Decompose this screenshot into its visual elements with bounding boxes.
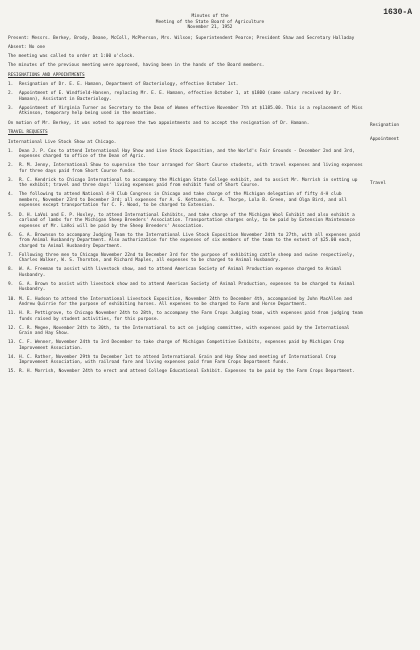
item-number: 6. bbox=[8, 232, 14, 238]
list-item bbox=[8, 106, 363, 117]
item-text: M. E. Hudson to attend the International Livestock Exposition, November 24th to December 4th, accompanied by John MacAllen and Andrew Quirrie for the purpose of exhibiting horses. All expenses to be charged to Farm and Horse Department. bbox=[19, 296, 353, 307]
list-item bbox=[8, 233, 363, 250]
list-item bbox=[8, 213, 363, 230]
item-number: 3. bbox=[8, 105, 14, 111]
item-text: C. R. Megee, November 24th to 30th, to the International to act on judging committee, with expenses paid by the International Grain and Hay Show. bbox=[19, 325, 350, 337]
item-text: H. R. Pettigrove, to Chicago November 24th to 28th, to accompany the Farm Crops Judging team, with expenses paid from judging team funds raised by student activities, for this purpose. bbox=[19, 311, 363, 322]
margin-note-resignation: Resignation bbox=[370, 123, 400, 128]
item-number: 8. bbox=[8, 267, 14, 273]
list-item bbox=[8, 326, 363, 337]
item-text: R. C. Kendrick to Chicago International to accompany the Michigan State College exhibit, and to assist Mr. Morrish in setting up the exhibit; travel and three days' living expenses paid from exhibit fund of Short Course. bbox=[19, 177, 358, 189]
page-number: 1630-A bbox=[383, 8, 412, 17]
item-number: 10. bbox=[8, 296, 16, 302]
margin-note-travel: Travel bbox=[370, 181, 386, 186]
item-text: R. M. Jenny, International Show to supervise the tour arranged for Short Course students, with travel expenses and living expenses for three days paid from Short Course funds. bbox=[19, 163, 363, 174]
item-text: H. C. Rather, November 29th to December 1st to attend International Grain and Hay Show and meeting of International Crop Improvement Association, with railroad fare and living expenses paid from Farm Crops Department funds. bbox=[19, 354, 337, 366]
item-number: 14. bbox=[8, 354, 16, 360]
minutes-approved: The minutes of the previous meeting were approved, having been in the hands of the Board members. bbox=[8, 63, 265, 69]
item-number: 9. bbox=[8, 281, 14, 287]
item-text: R. H. Morrish, November 24th to erect and attend College Educational Exhibit. Expenses to be paid by the Farm Crops Department. bbox=[19, 369, 355, 375]
item-number: 4. bbox=[8, 192, 14, 198]
motion-text: On motion of Mr. Berkey, it was voted to approve the two appointments and to accept the resignation of Dr. Hamann. bbox=[8, 120, 310, 126]
minutes-header bbox=[0, 14, 420, 31]
item-text: C. F. Wenner, November 24th to 3rd December to take charge of Michigan Competitive Exhibits, expenses paid by Michigan Crop Improvement Association. bbox=[19, 340, 345, 351]
header-line-3: November 21, 1952 bbox=[187, 25, 233, 30]
list-item bbox=[8, 282, 363, 293]
item-text: G. A. Brown to assist with livestock show and to attend American Society of Animal Production, expenses to be charged to Animal Husbandry. bbox=[19, 281, 355, 293]
header-line-1: Minutes of the bbox=[191, 14, 229, 19]
header-line-2: Meeting of the State Board of Agriculture bbox=[155, 19, 265, 25]
list-item bbox=[8, 192, 363, 209]
item-text: G. A. Brownson to accompany Judging Team to the International Live Stock Exposition November 24th to 27th, with all expenses paid from Animal Husbandry Department. Also authorization for the expenses of six members of the team to the extent of $25.00 each, charged to Animal Husbandry Department. bbox=[19, 232, 360, 249]
list-item bbox=[8, 340, 363, 351]
item-number: 3. bbox=[8, 177, 14, 183]
item-text: D. H. LaVoi and E. P. Hoxley, to attend International Exhibits, and take charge of the Michigan Wool Exhibit and also exhibit a carload of lambs for the Michigan Sheep Breeders' Association. Transportation charges only, to be paid by Extension Maintenance expenses of Mr. LaVoi will be paid by the Sheep Breeders' Association. bbox=[19, 212, 355, 229]
list-item bbox=[8, 91, 363, 102]
item-number: 2. bbox=[8, 91, 14, 97]
item-text: Resignation of Dr. E. E. Hamann, Department of Bacteriology, effective October 1st. bbox=[19, 82, 239, 88]
list-item bbox=[8, 297, 363, 308]
item-number: 5. bbox=[8, 212, 14, 218]
travel-intro: International Live Stock Show at Chicago. bbox=[8, 139, 117, 145]
list-item bbox=[8, 267, 363, 278]
list-item bbox=[8, 149, 363, 160]
list-item bbox=[8, 369, 363, 375]
item-number: 7. bbox=[8, 252, 14, 258]
travel-heading: TRAVEL REQUESTS bbox=[8, 130, 48, 136]
item-number: 13. bbox=[8, 340, 16, 346]
item-text: W. A. Freeman to assist with livestock show, and to attend American Society of Animal Production expense charged to Animal Husbandry. bbox=[19, 267, 342, 278]
absent-list: Absent: No one bbox=[8, 45, 46, 51]
item-number: 12. bbox=[8, 325, 16, 331]
resignations-heading: RESIGNATIONS AND APPOINTMENTS bbox=[8, 72, 85, 78]
list-item bbox=[8, 253, 363, 264]
list-item bbox=[8, 355, 363, 366]
item-text: The following to attend National 4-H Club Congress in Chicago and take charge of the Michigan delegation of fifty 4-H club members, November 23rd to December 3rd; all expenses for A. G. Kettunen, G. A. Thorpe, Lola B. Green, and Olga Bird, and all expenses except transportation for C. F. Wood, to be charged to Extension. bbox=[19, 192, 347, 209]
called-to-order: The meeting was called to order at 1:00 o'clock. bbox=[8, 54, 135, 60]
item-number: 1. bbox=[8, 82, 14, 88]
item-number: 15. bbox=[8, 369, 16, 375]
present-list: Present: Messrs. Berkey, Brody, Deane, McColl, McPherson, Mrs. Wilson; Superintendent Pearce; President Shaw and Secretary Halladay bbox=[8, 36, 355, 41]
item-text: Dean J. P. Cox to attend International Hay Show and Live Stock Exposition, and the World's Fair Grounds - December 2nd and 3rd, expenses charged to office of the Dean of Agric. bbox=[19, 148, 355, 160]
item-number: 2. bbox=[8, 163, 14, 169]
list-item bbox=[8, 82, 363, 88]
list-item bbox=[8, 178, 363, 189]
item-text: Following three men to Chicago November 22nd to December 3rd for the purpose of exhibiting cattle sheep and swine respectively, Charles Walker, W. S. Thornton, and Richard Maples, all expenses to be charged to Animal Husbandry. bbox=[19, 252, 355, 264]
item-text: Appointment of E. Windfield-Hansen, replacing Mr. E. E. Hamann, effective October 1, at $1800 (same salary received by Dr. Hamann), Assistant in Bacteriology. bbox=[19, 91, 342, 102]
item-number: 1. bbox=[8, 148, 14, 154]
margin-note-appointment: Appointment bbox=[370, 137, 400, 142]
list-item bbox=[8, 163, 363, 174]
minutes-body bbox=[8, 36, 363, 379]
list-item bbox=[8, 311, 363, 322]
item-number: 11. bbox=[8, 311, 16, 317]
item-text: Appointment of Virginia Turner as Secretary to the Dean of Women effective November 7th at $1185.00. This is a replacement of Miss Atkinson, temporary help being used in the meantime. bbox=[19, 105, 363, 117]
